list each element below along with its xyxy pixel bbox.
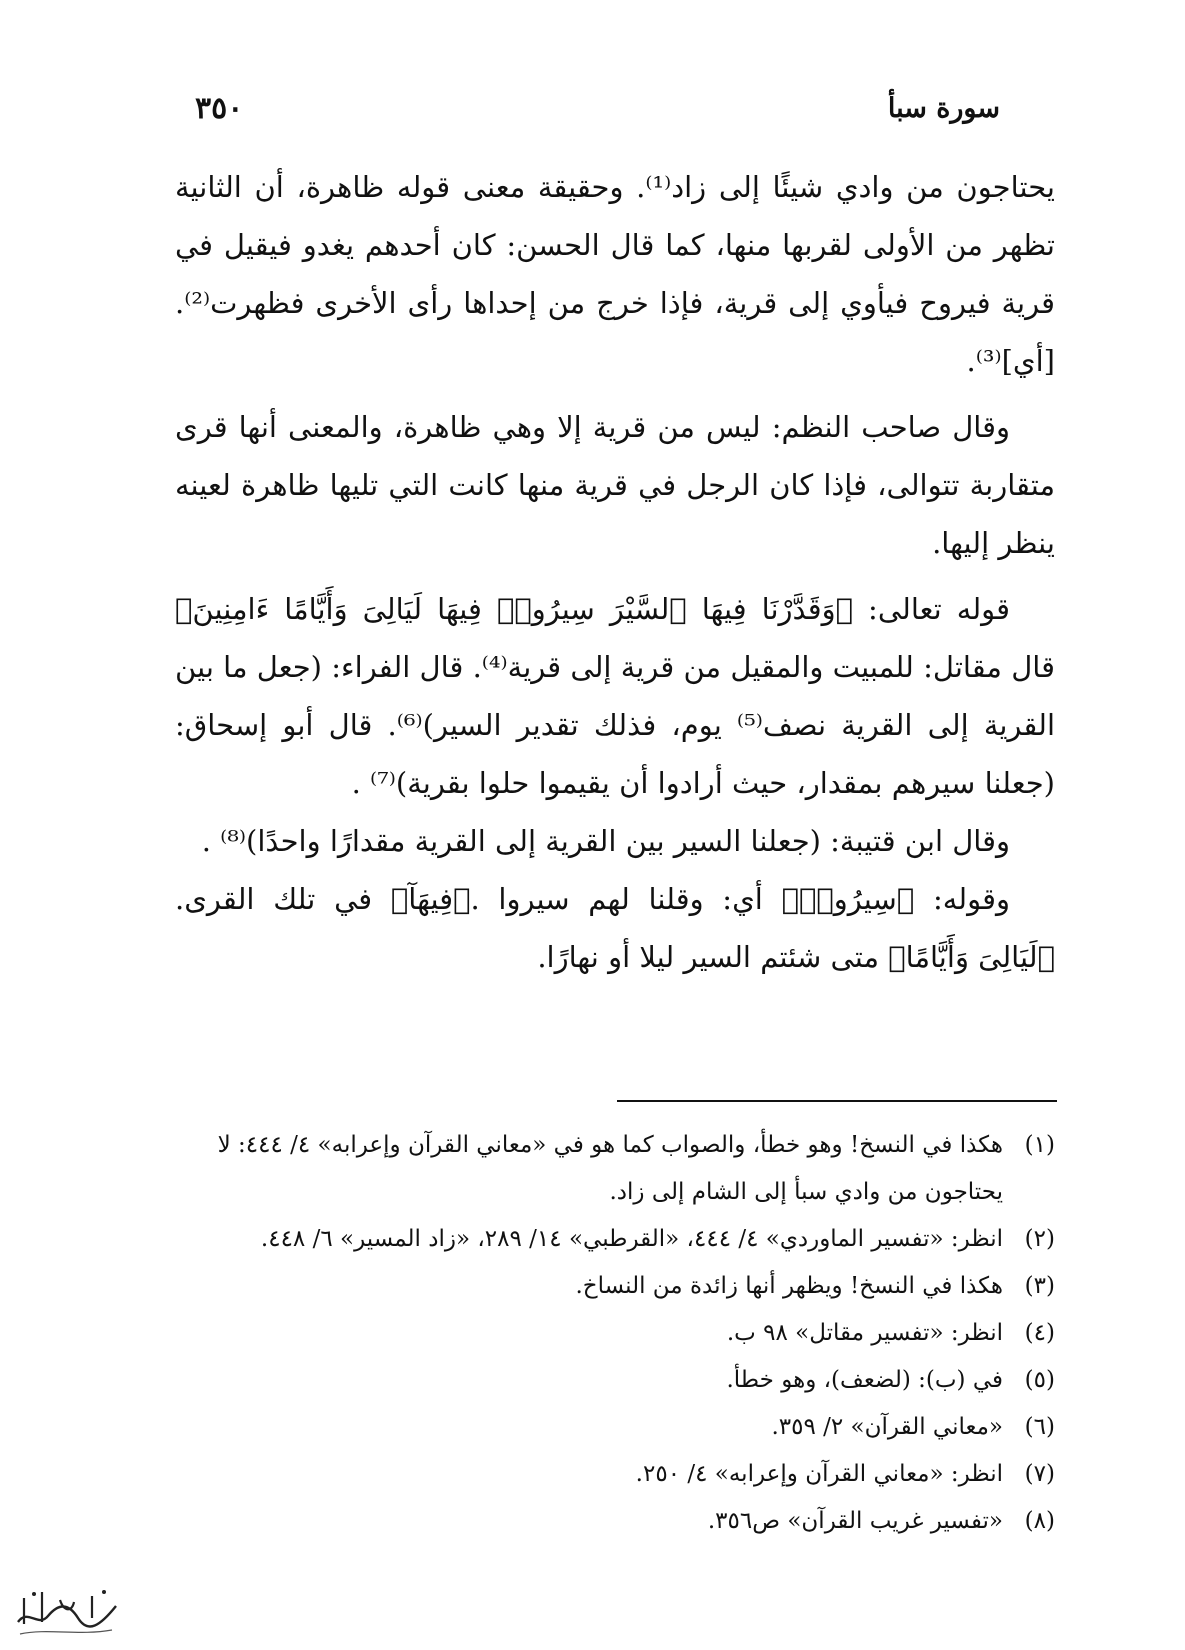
footnote-item: [175, 1498, 1055, 1545]
footnote-text: «تفسير غريب القرآن» ص٣٥٦.: [707, 1508, 1003, 1534]
footnote-text: انظر: «تفسير مقاتل» ٩٨ ب.: [726, 1320, 1003, 1346]
footnote-text: انظر: «معاني القرآن وإعرابه» ٤/ ٢٥٠.: [635, 1461, 1003, 1487]
footnote-number: (٢): [1024, 1226, 1055, 1252]
footnote-item: [175, 1310, 1055, 1357]
page-number: ٣٥٠: [195, 90, 244, 126]
watermark-logo: [8, 1578, 126, 1642]
paragraph: يحتاجون من وادي شيئًا إلى زاد⁽¹⁾. وحقيقة معنى قوله ظاهرة، أن الثانية تظهر من الأولى لقربها منها، كما قال الحسن: كان أحدهم يغدو فيقيل في قرية فيروح فيأوي إلى قرية، فإذا خرج من إحداها رأى الأخرى فظهرت⁽²⁾. [أي]⁽³⁾.: [175, 170, 1055, 378]
footnote-text: هكذا في النسخ! ويظهر أنها زائدة من النساخ.: [575, 1273, 1003, 1299]
paragraph: قوله تعالى: ﴿وَقَدَّرْنَا فِيهَا ٱلسَّيْرَ سِيرُوا۟ فِيهَا لَيَالِىَ وَأَيَّامًا ءَامِنِينَ﴾ قال مقاتل: للمبيت والمقيل من قرية إلى قرية⁽⁴⁾. قال الفراء: (جعل ما بين القرية إلى القرية نصف⁽⁵⁾ يوم، فذلك تقدير السير)⁽⁶⁾. قال أبو إسحاق: (جعلنا سيرهم بمقدار، حيث أرادوا أن يقيموا حلوا بقرية)⁽⁷⁾ .: [175, 592, 1055, 800]
footnote-number: (٥): [1024, 1367, 1055, 1393]
footnote-number: (٦): [1024, 1414, 1055, 1440]
footnote-text: «معاني القرآن» ٢/ ٣٥٩.: [771, 1414, 1003, 1440]
footnote-item: [175, 1357, 1055, 1404]
footnote-text: في (ب): (لضعف)، وهو خطأ.: [726, 1367, 1003, 1393]
footnote-divider: [617, 1100, 1057, 1102]
footnote-item: [175, 1122, 1055, 1216]
footnote-item: [175, 1216, 1055, 1263]
main-text: [175, 158, 1055, 986]
footnote-number: (٤): [1024, 1320, 1055, 1346]
footnote-text: انظر: «تفسير الماوردي» ٤/ ٤٤٤، «القرطبي» ١٤/ ٢٨٩، «زاد المسير» ٦/ ٤٤٨.: [260, 1226, 1003, 1252]
footnotes: [175, 1122, 1055, 1545]
footnote-number: (١): [1024, 1132, 1055, 1158]
footnote-item: [175, 1451, 1055, 1498]
paragraph: وقوله: ﴿سِيرُوا۟﴾ أي: وقلنا لهم سيروا .﴿فِيهَآ﴾ في تلك القرى. ﴿لَيَالِىَ وَأَيَّامًا﴾ متى شئتم السير ليلا أو نهارًا.: [175, 882, 1055, 974]
footnote-number: (٣): [1024, 1273, 1055, 1299]
paragraph: وقال ابن قتيبة: (جعلنا السير بين القرية إلى القرية مقدارًا واحدًا)⁽⁸⁾ .: [201, 824, 1010, 858]
footnote-item: [175, 1404, 1055, 1451]
footnote-number: (٨): [1024, 1508, 1055, 1534]
paragraph: وقال صاحب النظم: ليس من قرية إلا وهي ظاهرة، والمعنى أنها قرى متقاربة تتوالى، فإذا كان الرجل في قرية منها كانت التي تليها ظاهرة لعينه ينظر إليها.: [175, 410, 1055, 560]
running-title: سورة سبأ: [887, 92, 1000, 124]
footnote-text: هكذا في النسخ! وهو خطأ، والصواب كما هو في «معاني القرآن وإعرابه» ٤/ ٤٤٤: لا يحتاجون من وادي سبأ إلى الشام إلى زاد.: [217, 1132, 1003, 1205]
page-header: [195, 88, 1000, 128]
footnote-number: (٧): [1024, 1461, 1055, 1487]
footnote-item: [175, 1263, 1055, 1310]
